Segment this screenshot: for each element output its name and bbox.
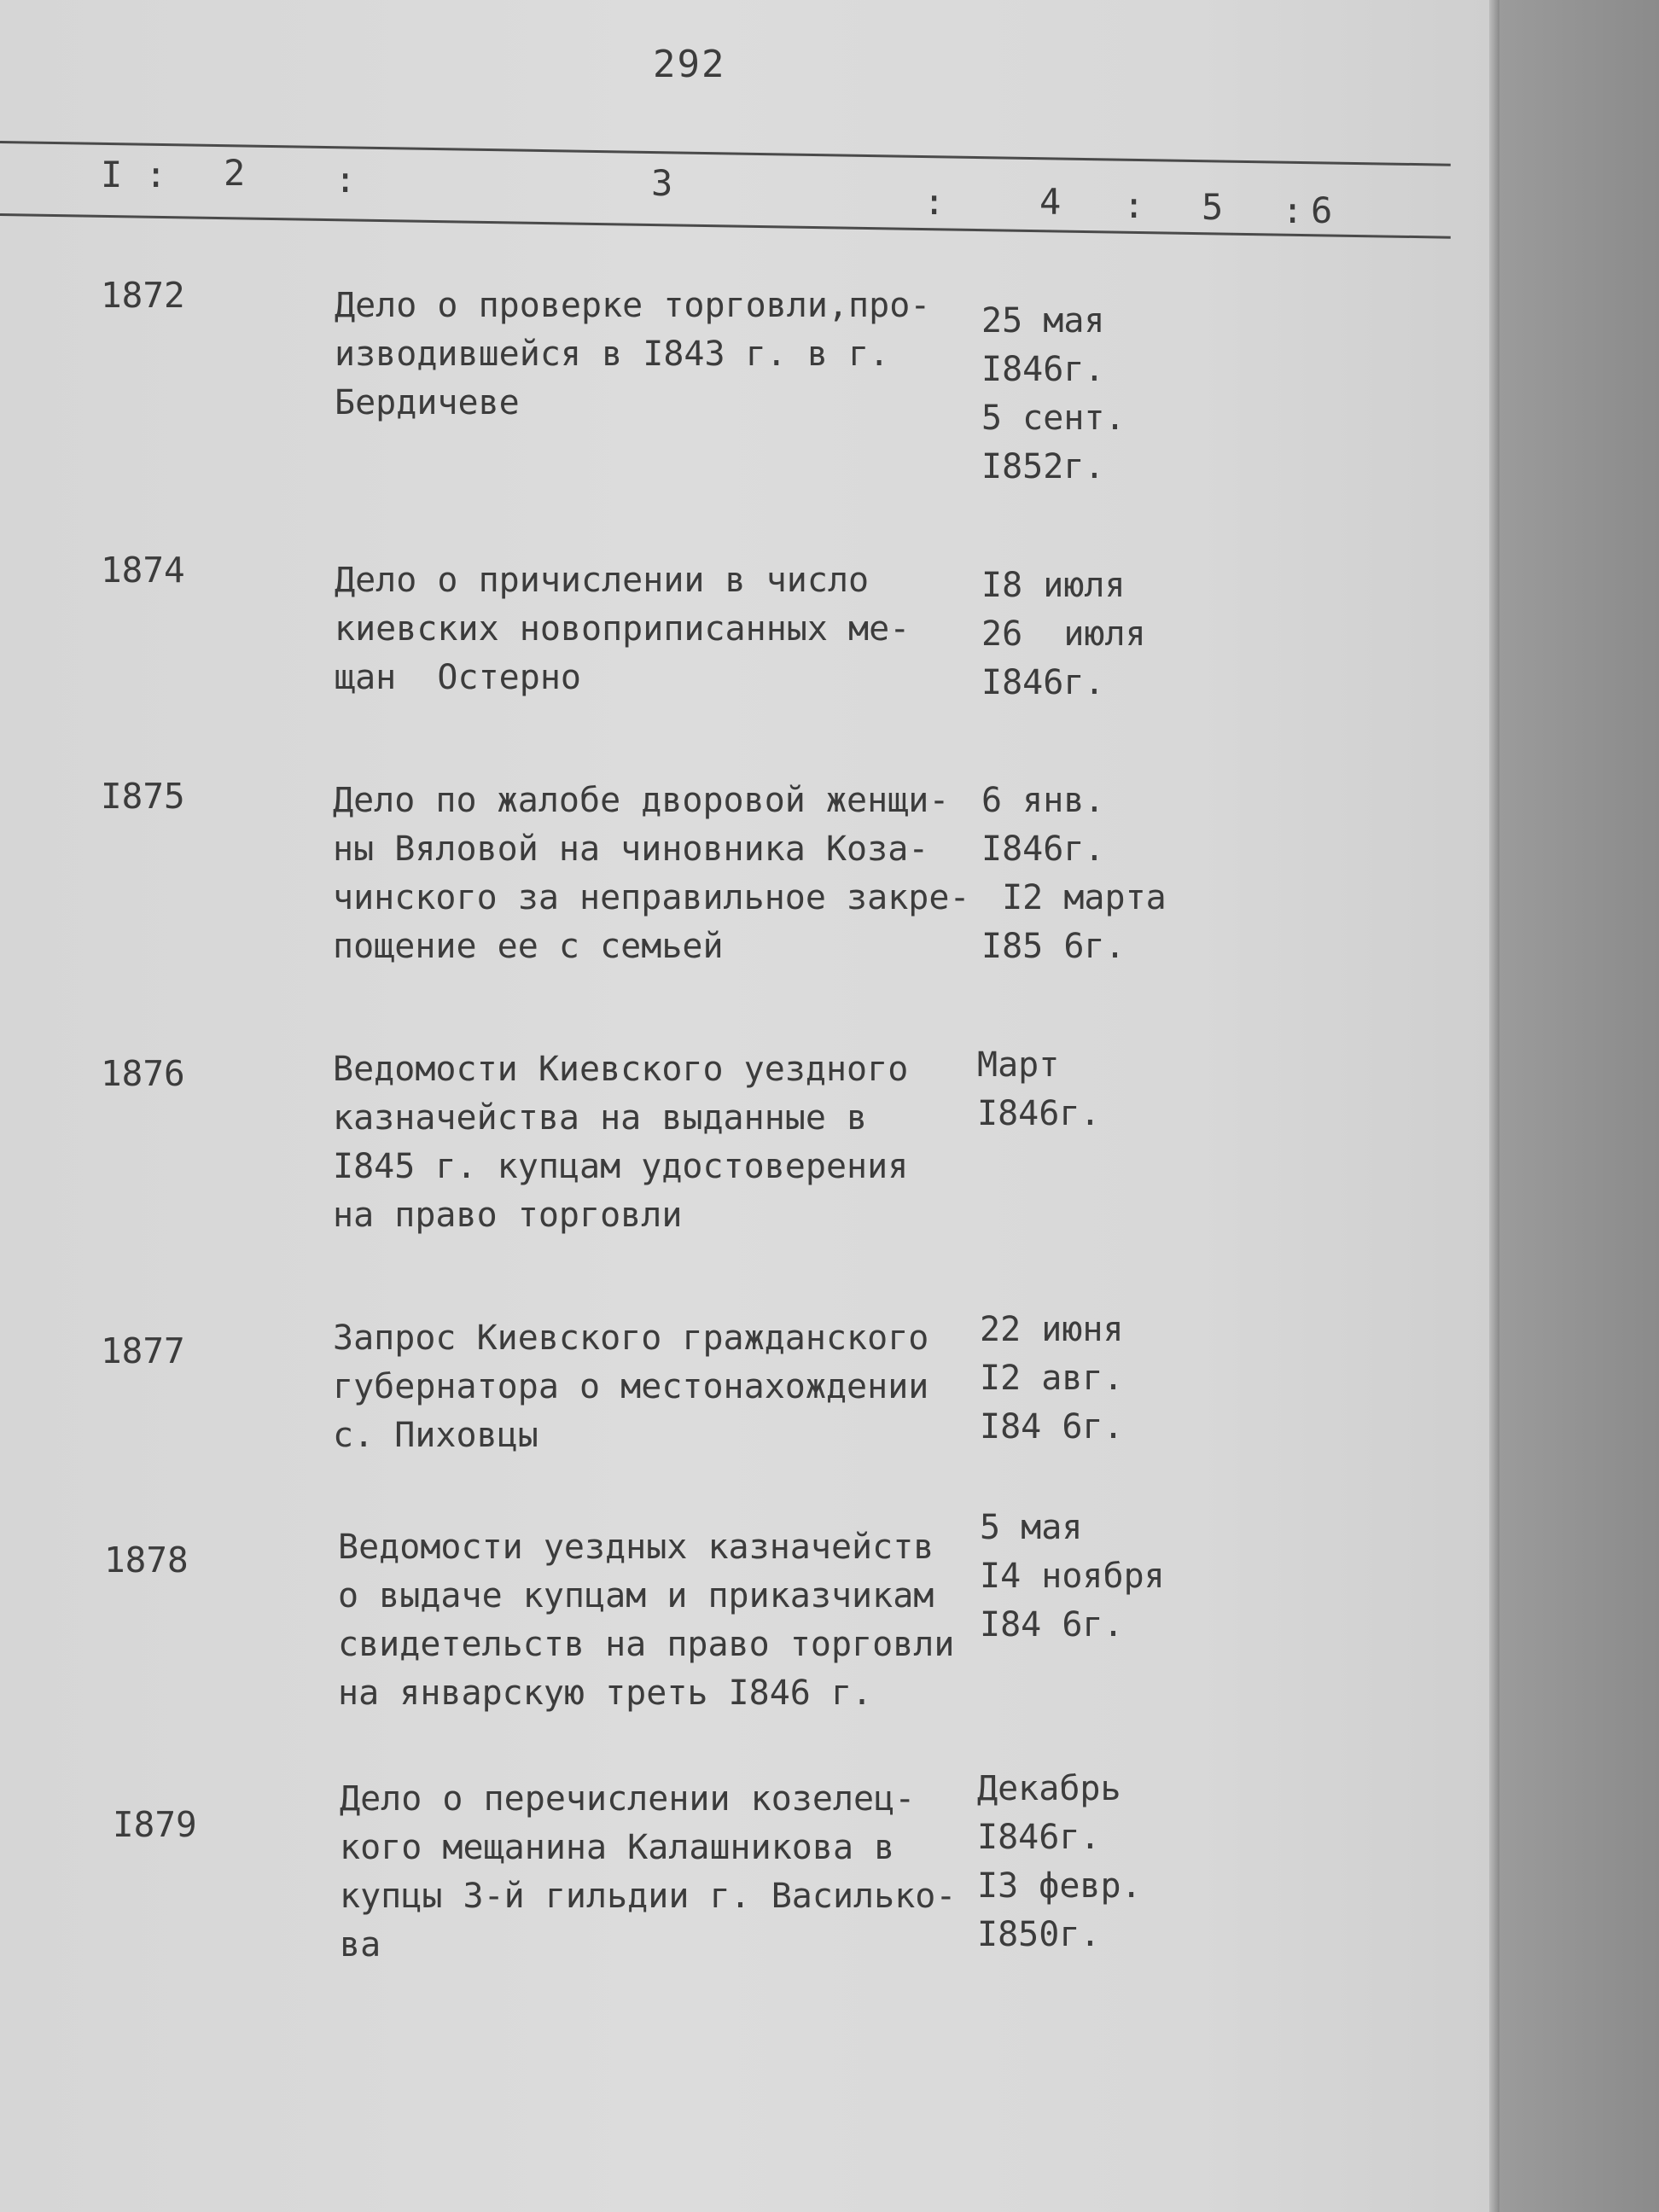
entry-number: 1872 [101,275,185,316]
entry-number: I879 [113,1804,197,1845]
entry-dates: I8 июля 26 июля I846г. [981,566,1146,702]
underlying-page [1499,0,1659,2212]
entry-dates: Декабрь I846г. I3 февр. I850г. [977,1769,1142,1954]
entry-title: Дело по жалобе дворовой женщи- ны Вяловой на чиновника Коза- чинского за неправильное закре- пощение ее с семьей [333,781,970,966]
header-col-4: 4 [1039,181,1062,223]
entry-title: Дело о причислении в число киевских новоприписанных ме- щан Остерно [335,561,911,697]
header-separator: : [145,154,167,195]
header-col-2: 2 [224,152,246,194]
entry-title: Дело о перечислении козелец- кого мещанина Калашникова в купцы 3-й гильдии г. Василько- ва [340,1779,957,1965]
entry-dates: Март I846г. [977,1045,1101,1133]
entry-number: 1877 [101,1330,185,1371]
entry-title: Ведомости Киевского уездного казначейства на выданные в I845 г. купцам удостоверения на право торговли [333,1050,909,1235]
header-col-6: 6 [1311,189,1333,231]
entry-number: 1876 [101,1053,185,1094]
header-separator: : [923,181,946,223]
entry-title: Дело о проверке торговли,про- изводившейся в I843 г. в г. Бердичеве [335,286,931,422]
entry-dates: 5 мая I4 ноября I84 6г. [980,1508,1165,1644]
header-separator: : [1282,189,1304,231]
header-col-1: I [101,154,123,195]
header-separator: : [1123,184,1145,226]
entry-number: 1874 [101,550,185,591]
entry-title: Запрос Киевского гражданского губернатора о местонахождении с. Пиховцы [333,1318,929,1455]
entry-number: 1878 [104,1540,189,1580]
sheet-edge-shadow [1489,0,1499,2212]
header-col-5: 5 [1202,186,1224,228]
page-number: 292 [653,43,726,86]
entry-number: I875 [101,776,185,817]
entry-dates: 6 янв. I846г. I2 марта I85 6г. [981,781,1167,966]
header-col-3: 3 [651,162,673,204]
entry-title: Ведомости уездных казначейств о выдаче купцам и приказчикам свидетельств на право торговли на январскую треть I846 г. [338,1528,955,1713]
header-separator: : [335,159,357,201]
entry-dates: 25 мая I846г. 5 сент. I852г. [981,301,1126,486]
entry-dates: 22 июня I2 авг. I84 6г. [980,1310,1124,1447]
